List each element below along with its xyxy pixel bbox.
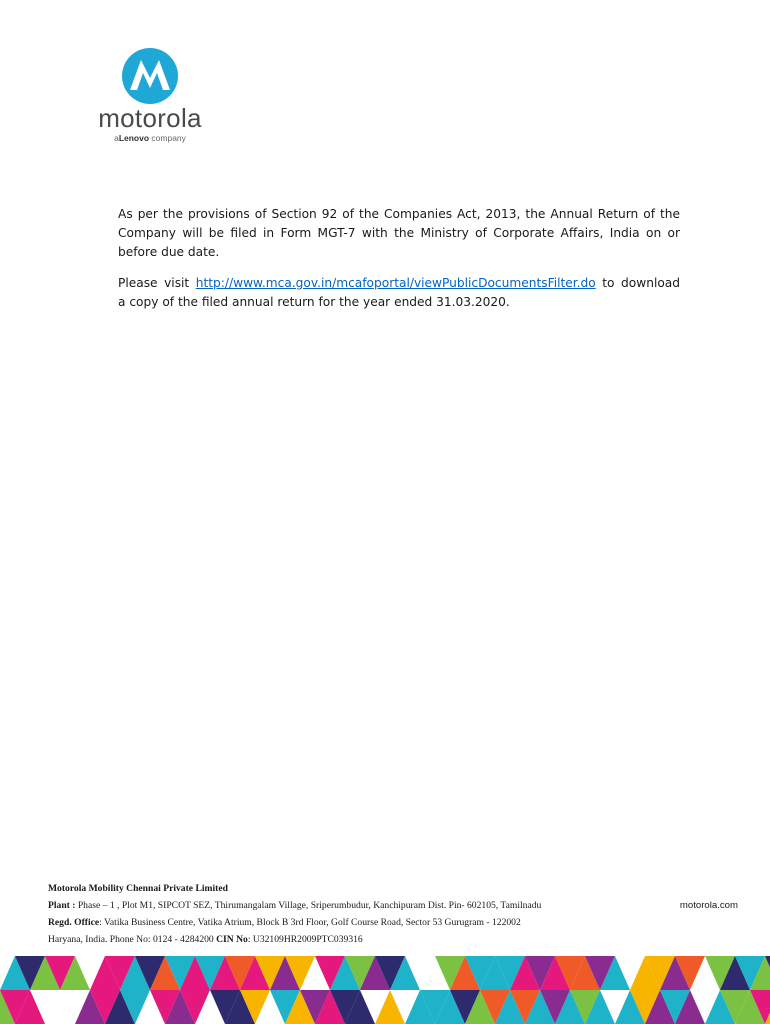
footer-plant-address: Plant : Phase – 1 , Plot M1, SIPCOT SEZ, Thirumangalam Village, Sriperumbudur, Kanchipuram Dist. Pin- 602105, Tamilnadu: [48, 900, 542, 911]
footer: [48, 880, 738, 948]
footer-contact-line: Haryana, India. Phone No: 0124 - 4284200 CIN No: U32109HR2009PTC039316: [48, 934, 363, 945]
company-logo: [80, 48, 220, 143]
decorative-triangle-pattern: [0, 956, 770, 1024]
footer-regd-office: Regd. Office: Vatika Business Centre, Vatika Atrium, Block B 3rd Floor, Golf Course Road, Sector 53 Gurugram - 122002: [48, 917, 521, 928]
letter-body: [118, 205, 680, 324]
footer-plant-row: [48, 897, 738, 914]
paragraph-annual-return: As per the provisions of Section 92 of the Companies Act, 2013, the Annual Return of the Company will be filed in Form MGT-7 with the Ministry of Corporate Affairs, India on or before due date.: [118, 207, 680, 259]
footer-company-name: Motorola Mobility Chennai Private Limited: [48, 883, 228, 894]
motorola-batwing-icon: [122, 48, 178, 104]
paragraph-download: Please visit http://www.mca.gov.in/mcafoportal/viewPublicDocumentsFilter.do to download a copy of the filed annual return for the year ended 31.03.2020.: [118, 276, 680, 309]
footer-website: motorola.com: [679, 900, 738, 911]
mca-portal-link[interactable]: http://www.mca.gov.in/mcafoportal/viewPublicDocumentsFilter.do: [195, 276, 596, 290]
pattern-triangle: [375, 990, 405, 1024]
logo-wordmark: motorola: [98, 103, 202, 133]
logo-tagline: aLenovo company: [114, 133, 186, 143]
